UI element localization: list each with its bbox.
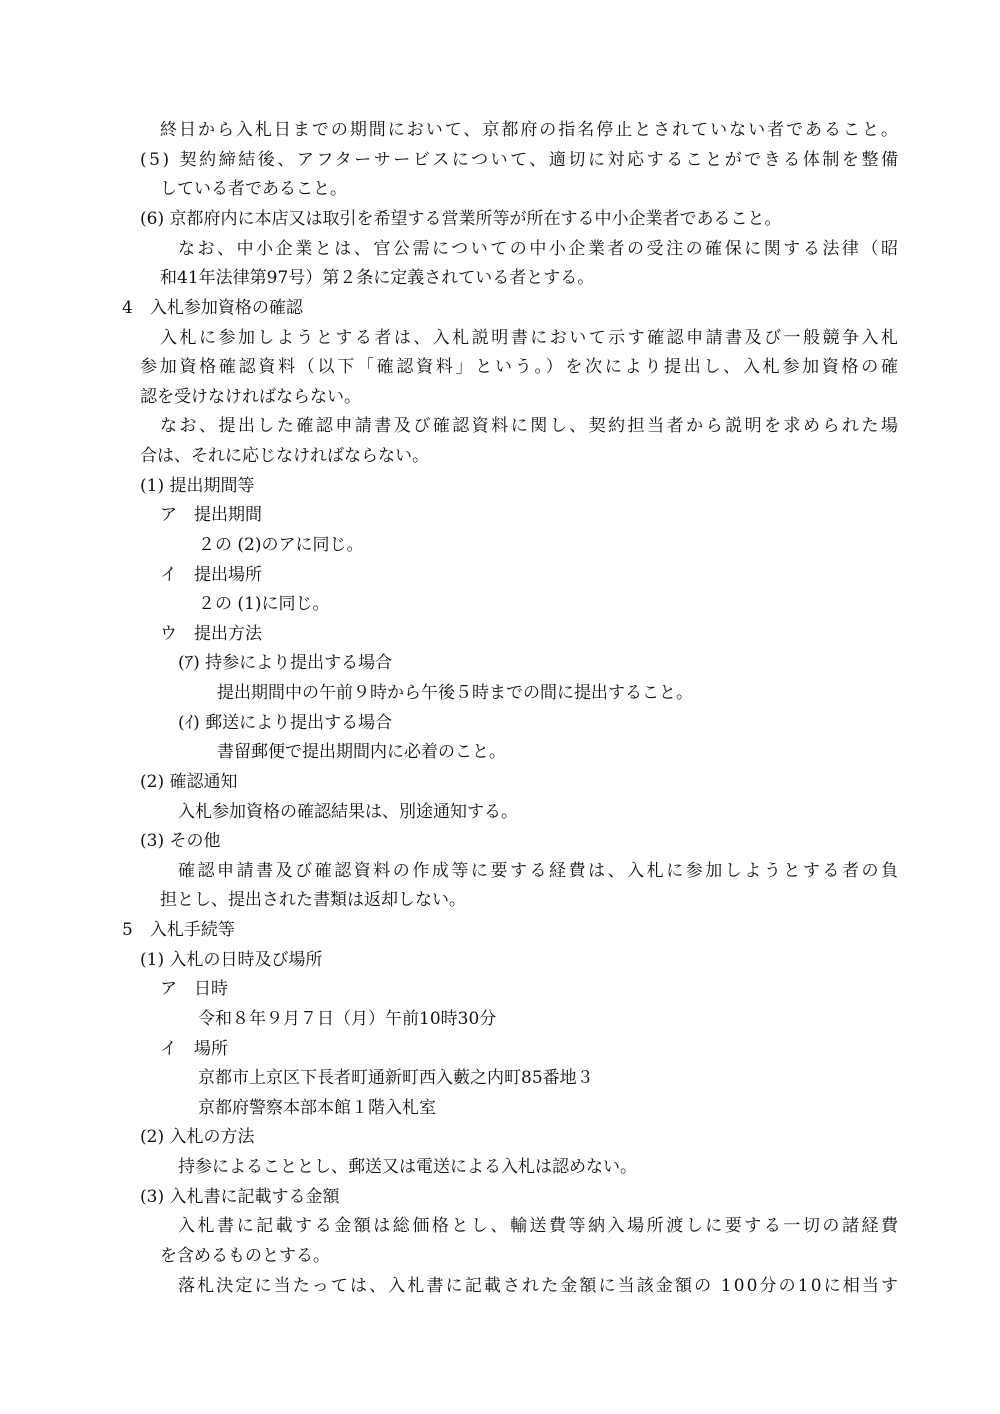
text-line-39: を含めるものとする。 xyxy=(160,1246,330,1266)
subsection-heading: (3) その他 xyxy=(140,831,221,851)
text-line-38: 入札書に記載する金額は総価格とし、輸送費等納入場所渡しに要する一切の諸経費 xyxy=(178,1216,901,1236)
text-line-8: 入札に参加しようとする者は、入札説明書において示す確認申請書及び一般競争入札 xyxy=(160,328,901,348)
item-heading: イ 提出場所 xyxy=(160,565,262,585)
item-heading: イ 場所 xyxy=(160,1039,228,1059)
text-line-10: 認を受けなければならない。 xyxy=(140,387,361,407)
text-line-9: 参加資格確認資料（以下「確認資料」という。）を次により提出し、入札参加資格の確 xyxy=(140,357,901,377)
sub-item-heading: (ｱ) 持参により提出する場合 xyxy=(178,653,393,673)
text-line-17: ２の (1)に同じ。 xyxy=(198,594,330,614)
text-line-3: している者であること。 xyxy=(160,179,347,199)
text-line-34: 京都府警察本部本館１階入札室 xyxy=(198,1098,436,1118)
text-line-40: 落札決定に当たっては、入札書に記載された金額に当該金額の 100分の10に相当す xyxy=(178,1276,901,1296)
text-line-20: 提出期間中の午前９時から午後５時までの間に提出すること。 xyxy=(217,683,693,703)
text-line-12: 合は、それに応じなければならない。 xyxy=(140,446,429,466)
text-line-36: 持参によることとし、郵送又は電送による入札は認めない。 xyxy=(178,1157,637,1177)
text-line-11: なお、提出した確認申請書及び確認資料に関し、契約担当者から説明を求められた場 xyxy=(160,416,901,436)
text-line-31: 令和８年９月７日（月）午前10時30分 xyxy=(198,1009,497,1029)
text-line-24: 入札参加資格の確認結果は、別途通知する。 xyxy=(178,802,518,822)
text-line-1: 終日から入札日までの期間において、京都府の指名停止とされていない者であること。 xyxy=(160,120,900,140)
subsection-heading: (1) 提出期間等 xyxy=(140,476,255,496)
item-heading: ア 提出期間 xyxy=(160,505,262,525)
subsection-heading: (1) 入札の日時及び場所 xyxy=(140,950,323,970)
section-heading-5: 5 入札手続等 xyxy=(122,920,235,940)
item-heading: ウ 提出方法 xyxy=(160,624,262,644)
text-line-27: 担とし、提出された書類は返却しない。 xyxy=(160,890,466,910)
text-line-22: 書留郵便で提出期間内に必着のこと。 xyxy=(217,742,506,762)
subsection-heading: (3) 入札書に記載する金額 xyxy=(140,1187,340,1207)
text-line-6: 和41年法律第97号）第２条に定義されている者とする。 xyxy=(160,268,595,288)
subsection-heading: (2) 確認通知 xyxy=(140,772,238,792)
sub-item-heading: (ｲ) 郵送により提出する場合 xyxy=(178,713,393,733)
text-line-2: (5) 契約締結後、アフターサービスについて、適切に対応することができる体制を整備 xyxy=(140,150,901,170)
text-line-33: 京都市上京区下長者町通新町西入藪之内町85番地３ xyxy=(198,1068,594,1088)
text-line-5: なお、中小企業とは、官公需についての中小企業者の受注の確保に関する法律（昭 xyxy=(178,239,901,259)
text-line-4: (6) 京都府内に本店又は取引を希望する営業所等が所在する中小企業者であること。 xyxy=(140,209,782,229)
item-heading: ア 日時 xyxy=(160,979,228,999)
text-line-15: ２の (2)のアに同じ。 xyxy=(198,535,364,555)
subsection-heading: (2) 入札の方法 xyxy=(140,1127,255,1147)
section-heading-4: 4 入札参加資格の確認 xyxy=(122,298,303,318)
text-line-26: 確認申請書及び確認資料の作成等に要する経費は、入札に参加しようとする者の負 xyxy=(178,861,901,881)
